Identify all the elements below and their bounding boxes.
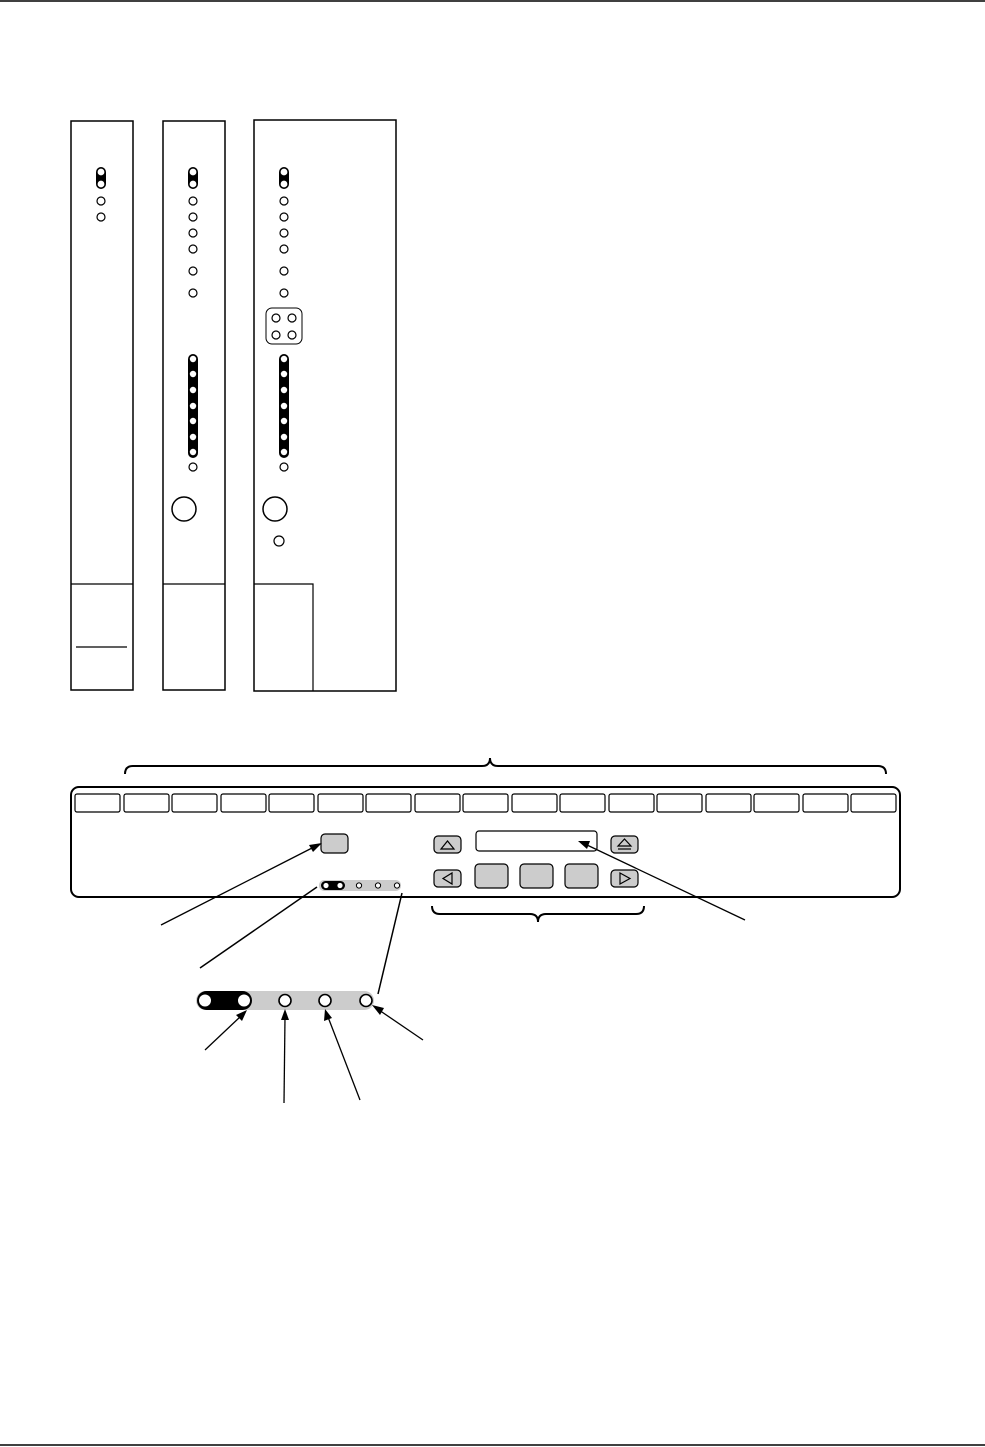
led-indicator [280,197,288,205]
detail-callouts [205,1005,423,1103]
led-indicator [281,387,287,393]
led-indicator [190,371,196,377]
led-indicator [280,463,288,471]
callout-panel-led-strip [200,887,317,968]
slot-cover[interactable] [851,794,896,812]
slot-cover[interactable] [318,794,363,812]
card-2-knob[interactable] [172,497,196,521]
led-indicator [189,229,197,237]
quad-group-frame [266,308,302,344]
led-indicator [280,245,288,253]
led-indicator [281,434,287,440]
front-panel [71,787,900,897]
card-3 [254,120,396,691]
led-indicator [280,229,288,237]
led-indicator [288,314,296,322]
led-indicator [288,331,296,339]
card-2 [163,121,225,690]
led-strip-detail [196,991,374,1010]
led-indicator [189,289,197,297]
card-3-quad-led-group [266,308,302,344]
up-arrow-button-frame[interactable] [434,836,461,853]
led-indicator [280,267,288,275]
eject-button[interactable] [611,836,638,853]
led-indicator [190,387,196,393]
arrow-head [324,1009,332,1021]
slot-cover[interactable] [463,794,508,812]
led-indicator [323,883,328,888]
led-indicator [190,403,196,409]
card-3-small-port[interactable] [274,536,284,546]
arrow-head [281,1009,289,1020]
left-arrow-button-frame[interactable] [434,870,461,887]
left-arrow-button[interactable] [434,870,461,887]
led-indicator [394,883,399,888]
callout-led-4 [328,1017,360,1100]
slot-cover[interactable] [269,794,314,812]
led-indicator [189,197,197,205]
card-3-knob[interactable] [263,497,287,521]
callout-led-pair [205,1016,241,1050]
slot-cover[interactable] [124,794,169,812]
right-arrow-button[interactable] [611,870,638,887]
led-indicator [189,180,197,188]
slot-cover[interactable] [366,794,411,812]
panel-led-strip [319,880,401,891]
led-indicator [281,418,287,424]
led-indicator [97,180,105,188]
led-indicator [190,434,196,440]
led-indicator [337,883,342,888]
led-indicator [190,356,196,362]
led-indicator [360,995,372,1007]
card-1-frame [71,121,133,690]
callout-led-strip-end [378,893,402,994]
function-button-1[interactable] [475,864,508,888]
slot-cover[interactable] [560,794,605,812]
slot-row [75,794,896,812]
slot-cover[interactable] [609,794,654,812]
led-indicator [97,213,105,221]
led-indicator [189,267,197,275]
led-indicator [375,883,380,888]
led-indicator [97,168,105,176]
led-indicator [189,213,197,221]
led-indicator [281,371,287,377]
slot-cover[interactable] [75,794,120,812]
callout-led-3 [284,1017,285,1103]
slot-cover[interactable] [657,794,702,812]
led-indicator [281,403,287,409]
function-button-2[interactable] [520,864,553,888]
card-3-frame [254,120,396,691]
led-indicator [281,449,287,455]
led-indicator [189,168,197,176]
led-indicator [189,245,197,253]
right-arrow-button-frame[interactable] [611,870,638,887]
function-button-3[interactable] [565,864,598,888]
led-indicator [272,331,280,339]
slot-cover[interactable] [172,794,217,812]
up-arrow-button[interactable] [434,836,461,853]
led-indicator [190,418,196,424]
led-indicator [199,995,211,1007]
slot-cover[interactable] [512,794,557,812]
led-indicator [190,449,196,455]
callout-led-5 [379,1010,423,1040]
arrow-head [372,1005,384,1015]
led-indicator [319,995,331,1007]
led-indicator [189,463,197,471]
led-indicator [280,180,288,188]
led-indicator [280,213,288,221]
select-button[interactable] [321,834,348,853]
slot-cover[interactable] [221,794,266,812]
slot-cover[interactable] [754,794,799,812]
card-3-bottom-led-column [279,354,289,471]
led-indicator [280,289,288,297]
led-indicator [272,314,280,322]
card-2-bottom-led-column [188,354,198,471]
led-indicator [280,168,288,176]
slot-cover[interactable] [706,794,751,812]
function-buttons-brace [432,906,644,922]
led-indicator [97,197,105,205]
led-indicator [281,356,287,362]
slot-cover[interactable] [415,794,460,812]
card-1 [71,121,133,690]
led-indicator [279,995,291,1007]
panel-width-brace [125,758,886,774]
led-indicator [238,995,250,1007]
led-indicator [356,883,361,888]
slot-cover[interactable] [803,794,848,812]
